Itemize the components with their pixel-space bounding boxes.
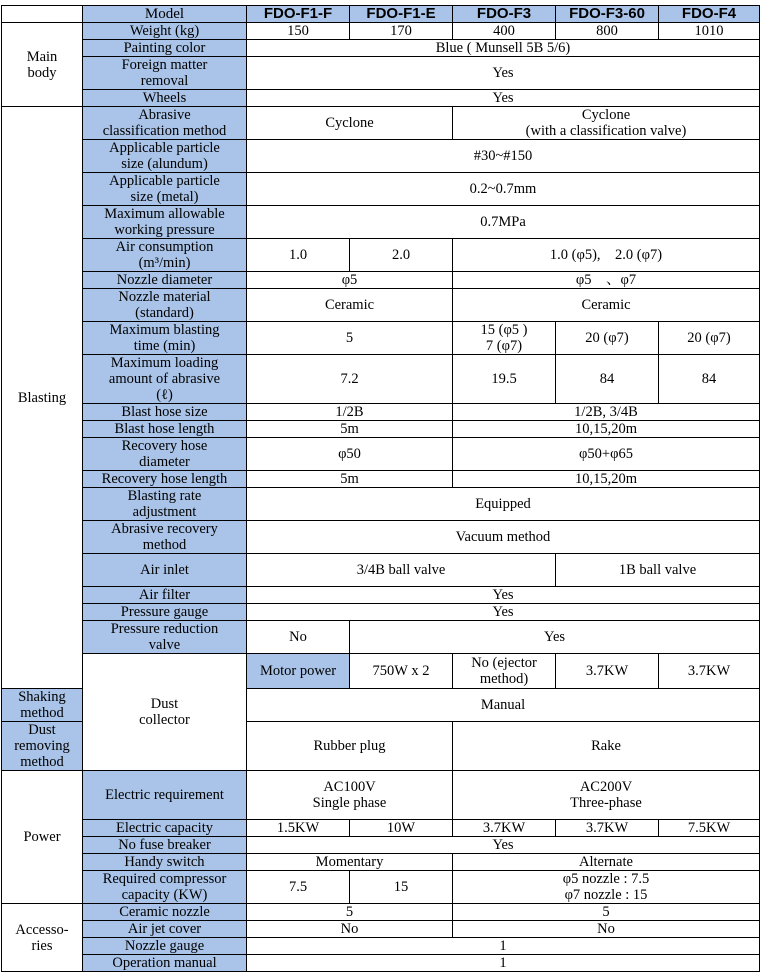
- cell-value: 84: [659, 355, 760, 404]
- table-row: [2, 488, 760, 521]
- table-row: [2, 57, 760, 90]
- model-fdo-f4: FDO-F4: [659, 6, 760, 23]
- cell-value: No: [453, 921, 760, 938]
- table-row: [2, 107, 760, 140]
- row-label: Electric capacity: [83, 820, 247, 837]
- cell-value: Ceramic: [453, 289, 760, 322]
- row-label: Maximum allowable working pressure: [83, 206, 247, 239]
- cell-value: No: [247, 621, 350, 654]
- row-label: Ceramic nozzle: [83, 904, 247, 921]
- group-main-body: Main body: [2, 23, 83, 107]
- table-row: [2, 239, 760, 272]
- cell-value: 1.5KW: [247, 820, 350, 837]
- row-label: Abrasive classification method: [83, 107, 247, 140]
- row-label: Maximum blasting time (min): [83, 322, 247, 355]
- header-row: [2, 6, 760, 23]
- table-row: [2, 771, 760, 820]
- cell-value: φ50+φ65: [453, 438, 760, 471]
- row-label: Painting color: [83, 40, 247, 57]
- table-row: [2, 322, 760, 355]
- cell-value: 7.2: [247, 355, 453, 404]
- cell-value: 7.5KW: [659, 820, 760, 837]
- row-label: Air filter: [83, 587, 247, 604]
- table-row: [2, 871, 760, 904]
- table-row: [2, 471, 760, 488]
- row-label: Required compressor capacity (KW): [83, 871, 247, 904]
- row-label: Foreign matter removal: [83, 57, 247, 90]
- cell-value: 5m: [247, 471, 453, 488]
- row-label: Recovery hose length: [83, 471, 247, 488]
- row-label: Blast hose length: [83, 421, 247, 438]
- row-label: Blast hose size: [83, 404, 247, 421]
- row-label: Dust removing method: [2, 722, 83, 771]
- cell-value: AC200V Three-phase: [453, 771, 760, 820]
- table-row: [2, 404, 760, 421]
- cell-value: 20 (φ7): [556, 322, 659, 355]
- cell-value: 1: [247, 938, 760, 955]
- cell-value: 1.0 (φ5), 2.0 (φ7): [453, 239, 760, 272]
- cell-value: 3.7KW: [453, 820, 556, 837]
- cell-value: 15: [350, 871, 453, 904]
- cell-value: 750W x 2: [350, 654, 453, 689]
- cell-value: Rubber plug: [247, 722, 453, 771]
- cell-value: 800: [556, 23, 659, 40]
- cell-value: Yes: [247, 57, 760, 90]
- row-label: Blasting rate adjustment: [83, 488, 247, 521]
- table-row: [2, 206, 760, 239]
- cell-value: 3.7KW: [556, 820, 659, 837]
- cell-value: Yes: [247, 837, 760, 854]
- row-label: Weight (kg): [83, 23, 247, 40]
- row-label: Air jet cover: [83, 921, 247, 938]
- cell-value: φ5 、φ7: [453, 272, 760, 289]
- spec-table: [1, 5, 760, 972]
- table-row: [2, 90, 760, 107]
- row-label: Operation manual: [83, 955, 247, 972]
- cell-value: 1010: [659, 23, 760, 40]
- row-label: Nozzle material (standard): [83, 289, 247, 322]
- table-row: [2, 438, 760, 471]
- cell-value: 10W: [350, 820, 453, 837]
- cell-value: Cyclone (with a classification valve): [453, 107, 760, 140]
- row-label: Electric requirement: [83, 771, 247, 820]
- table-row: [2, 621, 760, 654]
- cell-value: Manual: [247, 689, 760, 722]
- table-row: [2, 604, 760, 621]
- table-row: [2, 173, 760, 206]
- cell-value: φ5 nozzle : 7.5 φ7 nozzle : 15: [453, 871, 760, 904]
- model-fdo-f1-f: FDO-F1-F: [247, 6, 350, 23]
- cell-value: 1: [247, 955, 760, 972]
- cell-value: Rake: [453, 722, 760, 771]
- row-label: Pressure reduction valve: [83, 621, 247, 654]
- table-row: [2, 421, 760, 438]
- table-row: [2, 820, 760, 837]
- group-dust-collector: Dust collector: [83, 654, 247, 771]
- cell-value: 150: [247, 23, 350, 40]
- cell-value: 15 (φ5 ) 7 (φ7): [453, 322, 556, 355]
- row-label: Handy switch: [83, 854, 247, 871]
- table-row: [2, 904, 760, 921]
- row-label: Shaking method: [2, 689, 83, 722]
- cell-value: 84: [556, 355, 659, 404]
- cell-value: Alternate: [453, 854, 760, 871]
- cell-value: Yes: [247, 90, 760, 107]
- row-label: Air inlet: [83, 554, 247, 587]
- cell-value: Yes: [350, 621, 760, 654]
- cell-value: Vacuum method: [247, 521, 760, 554]
- cell-value: 20 (φ7): [659, 322, 760, 355]
- model-fdo-f3: FDO-F3: [453, 6, 556, 23]
- cell-value: 1/2B, 3/4B: [453, 404, 760, 421]
- row-label: Applicable particle size (metal): [83, 173, 247, 206]
- cell-value: Blue ( Munsell 5B 5/6): [247, 40, 760, 57]
- corner-cell: [2, 6, 83, 23]
- cell-value: 7.5: [247, 871, 350, 904]
- cell-value: Ceramic: [247, 289, 453, 322]
- cell-value: 3.7KW: [659, 654, 760, 689]
- table-row: [2, 289, 760, 322]
- cell-value: Cyclone: [247, 107, 453, 140]
- cell-value: 3.7KW: [556, 654, 659, 689]
- cell-value: φ5: [247, 272, 453, 289]
- cell-value: AC100V Single phase: [247, 771, 453, 820]
- table-row: [2, 140, 760, 173]
- table-row: [2, 23, 760, 40]
- cell-value: Yes: [247, 604, 760, 621]
- group-power: Power: [2, 771, 83, 904]
- cell-value: Yes: [247, 587, 760, 604]
- cell-value: 3/4B ball valve: [247, 554, 556, 587]
- table-row: [2, 355, 760, 404]
- table-row: [2, 654, 760, 689]
- row-label: Nozzle diameter: [83, 272, 247, 289]
- row-label: Motor power: [247, 654, 350, 689]
- model-label: Model: [83, 6, 247, 23]
- cell-value: 2.0: [350, 239, 453, 272]
- model-fdo-f3-60: FDO-F3-60: [556, 6, 659, 23]
- table-row: [2, 854, 760, 871]
- row-label: Wheels: [83, 90, 247, 107]
- row-label: Air consumption (m³/min): [83, 239, 247, 272]
- cell-value: 10,15,20m: [453, 421, 760, 438]
- table-row: [2, 587, 760, 604]
- cell-value: 1/2B: [247, 404, 453, 421]
- table-row: [2, 955, 760, 972]
- cell-value: φ50: [247, 438, 453, 471]
- cell-value: 0.2~0.7mm: [247, 173, 760, 206]
- cell-value: 5m: [247, 421, 453, 438]
- row-label: Pressure gauge: [83, 604, 247, 621]
- cell-value: 1.0: [247, 239, 350, 272]
- cell-value: 5: [247, 322, 453, 355]
- row-label: Maximum loading amount of abrasive (ℓ): [83, 355, 247, 404]
- cell-value: 170: [350, 23, 453, 40]
- group-accessories: Accesso- ries: [2, 904, 83, 972]
- table-row: [2, 554, 760, 587]
- cell-value: 10,15,20m: [453, 471, 760, 488]
- row-label: No fuse breaker: [83, 837, 247, 854]
- row-label: Recovery hose diameter: [83, 438, 247, 471]
- cell-value: 19.5: [453, 355, 556, 404]
- row-label: Applicable particle size (alundum): [83, 140, 247, 173]
- cell-value: Equipped: [247, 488, 760, 521]
- model-fdo-f1-e: FDO-F1-E: [350, 6, 453, 23]
- table-row: [2, 272, 760, 289]
- cell-value: 1B ball valve: [556, 554, 760, 587]
- cell-value: #30~#150: [247, 140, 760, 173]
- table-row: [2, 40, 760, 57]
- table-row: [2, 521, 760, 554]
- table-row: [2, 921, 760, 938]
- group-blasting: Blasting: [2, 107, 83, 689]
- row-label: Nozzle gauge: [83, 938, 247, 955]
- table-row: [2, 938, 760, 955]
- cell-value: 5: [247, 904, 453, 921]
- cell-value: 5: [453, 904, 760, 921]
- cell-value: 0.7MPa: [247, 206, 760, 239]
- cell-value: No (ejector method): [453, 654, 556, 689]
- table-row: [2, 837, 760, 854]
- row-label: Abrasive recovery method: [83, 521, 247, 554]
- cell-value: No: [247, 921, 453, 938]
- cell-value: Momentary: [247, 854, 453, 871]
- cell-value: 400: [453, 23, 556, 40]
